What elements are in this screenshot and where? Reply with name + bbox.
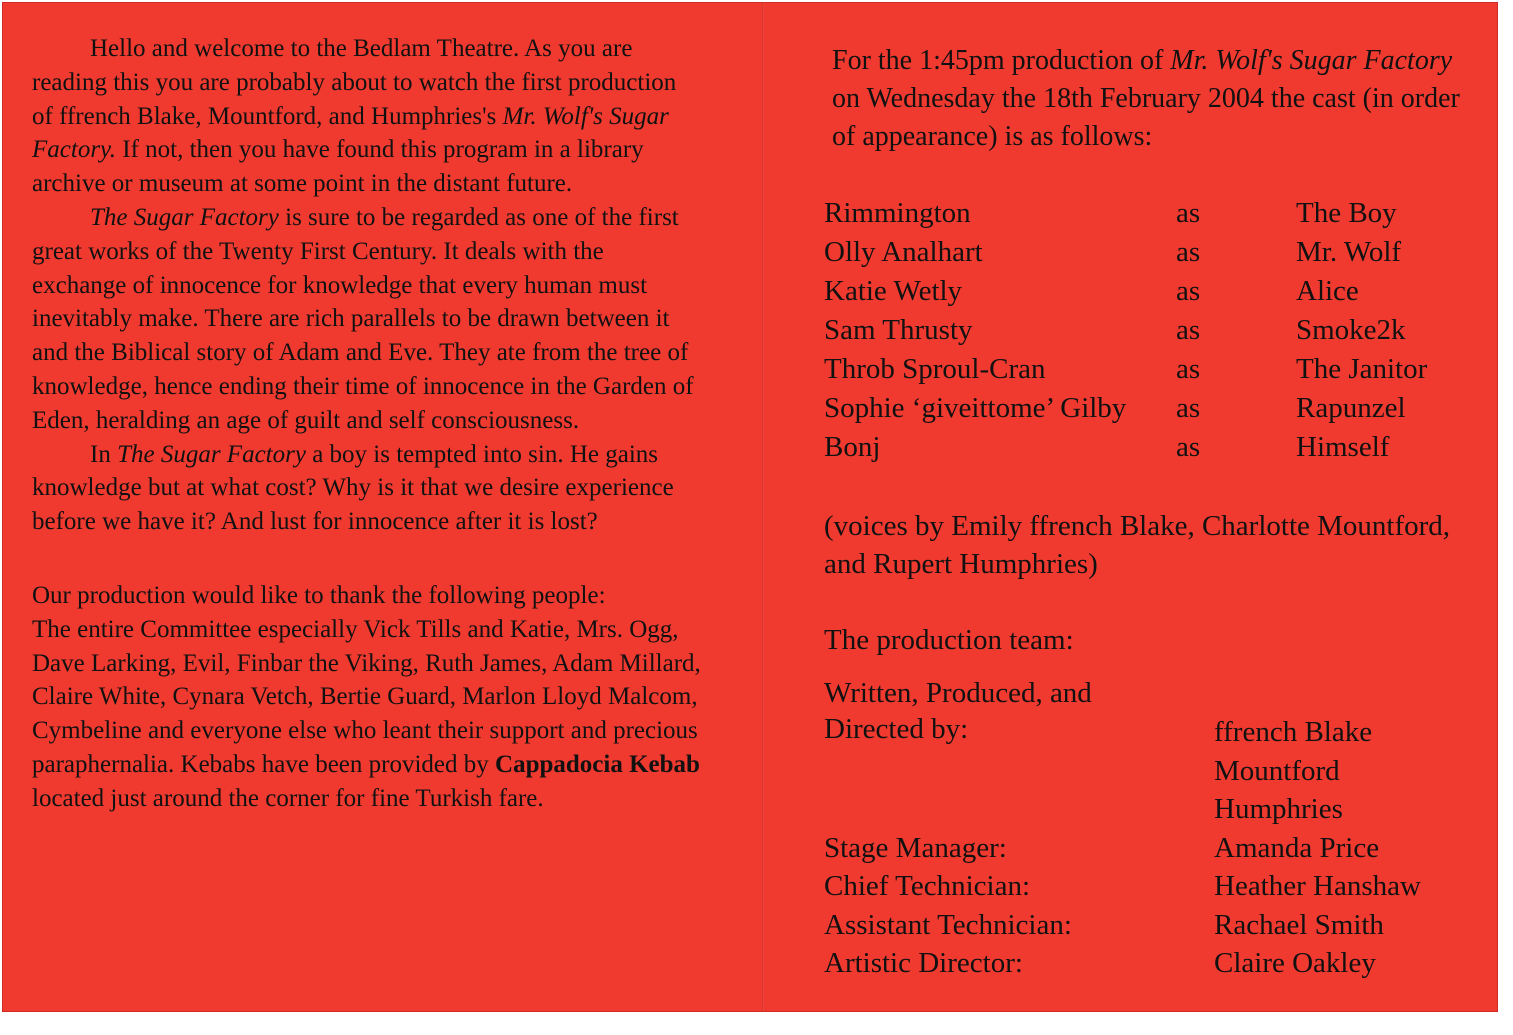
play-title-short-2: The Sugar Factory: [117, 440, 306, 468]
cast-role: Himself: [1296, 431, 1390, 463]
cast-row: [824, 389, 1474, 428]
play-title: Mr. Wolf's Sugar Factory.: [32, 102, 669, 164]
voices-credit: (voices by Emily ffrench Blake, Charlotte Mountford, and Rupert Humphries): [824, 510, 1451, 580]
cast-as: as: [1176, 392, 1201, 424]
cast-role: Smoke2k: [1296, 314, 1406, 346]
cast-as: as: [1176, 353, 1201, 385]
welcome-paragraph-2: [32, 201, 702, 438]
welcome-paragraph-1: [32, 32, 702, 201]
cast-as: as: [1176, 431, 1201, 463]
cast-as: as: [1176, 236, 1201, 268]
welcome-p3-start: In: [90, 440, 118, 468]
cast-actor: Rimmington: [824, 197, 971, 229]
center-fold: [762, 2, 764, 1012]
writer-name: Mountford: [1214, 754, 1340, 787]
welcome-paragraph-3: [32, 438, 702, 539]
crew-row: [824, 906, 1474, 945]
cast-row: [824, 272, 1474, 311]
cast-intro: [832, 42, 1474, 156]
cast-intro-start: For the 1:45pm production of: [832, 45, 1171, 76]
welcome-p2-text: is sure to be regarded as one of the first great works of the Twenty First Century. It deals with the exchange of innocence for knowledge that every human must inevitably make. There are rich parallels to be drawn between it and the Biblical story of Adam and Eve. They ate from the tree of knowledge, hence ending their time of innocence in the Garden of Eden, heralding an age of guilt and self consciousness.: [32, 203, 694, 434]
crew-row: [824, 829, 1474, 868]
written-by-label: Written, Produced, and Directed by:: [824, 677, 1092, 745]
welcome-text: [32, 32, 702, 539]
cast-as: as: [1176, 275, 1201, 307]
cast-actor: Sophie ‘giveittome’ Gilby: [824, 392, 1127, 424]
cast-row: [824, 233, 1474, 272]
writers-list: [1134, 675, 1474, 829]
cast-row: [824, 194, 1474, 233]
production-team-heading: The production team:: [824, 624, 1074, 656]
writer-name: ffrench Blake: [1214, 716, 1373, 748]
cast-role: Alice: [1296, 275, 1359, 307]
cast-as: as: [1176, 314, 1201, 346]
cast-list: [824, 194, 1474, 467]
cast-role: Rapunzel: [1296, 392, 1406, 424]
thanks-body-end: located just around the corner for fine Turkish fare.: [32, 784, 544, 812]
crew-name: Heather Hanshaw: [1214, 870, 1421, 902]
cast-row: [824, 311, 1474, 350]
writer-name: Humphries: [1214, 793, 1343, 825]
crew-role: Artistic Director:: [824, 947, 1023, 979]
cast-intro-end: on Wednesday the 18th February 2004 the cast (in order of appearance) is as follows:: [832, 83, 1460, 152]
program-sheet: [2, 2, 1498, 1012]
welcome-p3-text: a boy is tempted into sin. He gains knowledge but at what cost? Why is it that we desire experience before we have it? And lust for innocence after it is lost?: [32, 440, 674, 536]
crew-role: Assistant Technician:: [824, 908, 1072, 941]
cast-actor: Olly Analhart: [824, 236, 983, 268]
cast-actor: Sam Thrusty: [824, 314, 973, 346]
crew-list: [824, 675, 1474, 983]
cast-play-title: Mr. Wolf's Sugar Factory: [1170, 45, 1453, 76]
crew-name: Rachael Smith: [1214, 908, 1384, 941]
play-title-short: The Sugar Factory: [90, 203, 279, 231]
writers-row: [824, 675, 1474, 829]
left-panel: [32, 32, 702, 816]
welcome-p1-end: If not, then you have found this program in a library archive or museum at some point in the distant future.: [32, 136, 644, 198]
cast-as: as: [1176, 197, 1201, 229]
sponsor-name: Cappadocia Kebab: [495, 750, 700, 778]
thanks-body: [32, 613, 702, 816]
crew-name: Claire Oakley: [1214, 947, 1376, 979]
cast-actor: Bonj: [824, 431, 881, 463]
right-panel: [824, 42, 1474, 983]
thanks-heading: Our production would like to thank the following people:: [32, 581, 606, 609]
crew-role: Chief Technician:: [824, 870, 1031, 902]
crew-row: [824, 944, 1474, 983]
welcome-p1-text: Hello and welcome to the Bedlam Theatre. As you are reading this you are probably about to watch the first production of ffrench Blake, Mountford, and Humphries's: [32, 35, 677, 130]
cast-row: [824, 350, 1474, 389]
cast-row: [824, 428, 1474, 467]
cast-actor: Katie Wetly: [824, 275, 963, 307]
cast-role: The Boy: [1296, 197, 1397, 229]
cast-actor: Throb Sproul-Cran: [824, 353, 1046, 385]
crew-name: Amanda Price: [1214, 831, 1380, 864]
cast-role: The Janitor: [1296, 353, 1428, 385]
cast-role: Mr. Wolf: [1296, 236, 1402, 268]
thanks-body-text: The entire Committee especially Vick Tills and Katie, Mrs. Ogg, Dave Larking, Evil, Finbar the Viking, Ruth James, Adam Millard, Claire White, Cynara Vetch, Bertie Guard, Marlon Lloyd Malcom, Cymbeline and everyone else who leant their support and precious paraphernalia. Kebabs have been provided by: [32, 615, 701, 778]
crew-role: Stage Manager:: [824, 831, 1007, 864]
crew-row: [824, 867, 1474, 906]
